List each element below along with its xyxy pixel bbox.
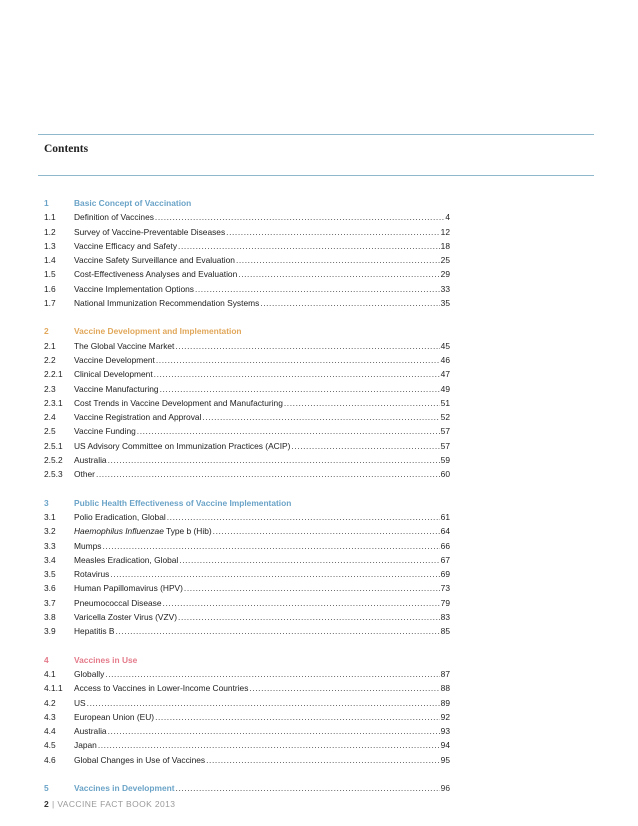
toc-entry[interactable] — [44, 581, 450, 595]
entry-number: 1.2 — [44, 226, 56, 237]
entry-page: 96 — [440, 782, 450, 793]
entry-number: 1.4 — [44, 255, 56, 266]
entry-page: 25 — [440, 255, 450, 266]
dot-leader — [206, 753, 440, 767]
section-number: 2 — [44, 326, 49, 337]
entry-number: 2.4 — [44, 412, 56, 423]
entry-page: 4 — [445, 212, 450, 223]
entry-page: 52 — [440, 412, 450, 423]
entry-page: 12 — [440, 226, 450, 237]
toc-entry[interactable] — [44, 253, 450, 267]
entry-number: 4.3 — [44, 711, 56, 722]
entry-number: 3.4 — [44, 554, 56, 565]
toc-entry[interactable] — [44, 353, 450, 367]
toc-section-heading[interactable] — [44, 781, 450, 795]
entry-page: 67 — [440, 554, 450, 565]
dot-leader — [102, 539, 439, 553]
entry-number: 4.4 — [44, 726, 56, 737]
toc-entry[interactable] — [44, 367, 450, 381]
entry-number: 3.1 — [44, 511, 56, 522]
entry-label: Globally — [74, 668, 105, 679]
dot-leader — [238, 267, 439, 281]
entry-label: Polio Eradication, Global — [74, 511, 166, 522]
dot-leader — [155, 710, 440, 724]
toc-section-heading[interactable] — [44, 496, 450, 510]
entry-number: 3.6 — [44, 583, 56, 594]
dot-leader — [105, 667, 439, 681]
entry-label: Vaccine Development — [74, 354, 155, 365]
footer-page-number: 2 — [44, 799, 49, 809]
toc-section-heading[interactable] — [44, 196, 450, 210]
entry-page: 60 — [440, 469, 450, 480]
table-of-contents — [44, 196, 450, 795]
toc-entry[interactable] — [44, 396, 450, 410]
dot-leader — [154, 367, 440, 381]
entry-page: 47 — [440, 369, 450, 380]
entry-page: 83 — [440, 612, 450, 623]
section-number: 1 — [44, 198, 49, 208]
toc-entry[interactable] — [44, 681, 450, 695]
entry-label: US — [74, 697, 86, 708]
dot-leader — [110, 567, 439, 581]
entry-page: 85 — [440, 626, 450, 637]
page-footer — [44, 799, 175, 809]
entry-label: Measles Eradication, Global — [74, 554, 179, 565]
entry-label: Vaccine Manufacturing — [74, 383, 159, 394]
dot-leader — [116, 624, 440, 638]
dot-leader — [176, 781, 440, 795]
entry-page: 89 — [440, 697, 450, 708]
toc-entry[interactable] — [44, 339, 450, 353]
dot-leader — [284, 396, 440, 410]
toc-entry[interactable] — [44, 553, 450, 567]
entry-number: 3.5 — [44, 569, 56, 580]
entry-number: 2.5.1 — [44, 440, 63, 451]
toc-entry[interactable] — [44, 610, 450, 624]
dot-leader — [178, 610, 440, 624]
toc-section-2 — [44, 324, 450, 481]
toc-entry[interactable] — [44, 296, 450, 310]
toc-entry[interactable] — [44, 239, 450, 253]
toc-entry[interactable] — [44, 596, 450, 610]
entry-label: Definition of Vaccines — [74, 212, 154, 223]
entry-page: 45 — [440, 340, 450, 351]
toc-section-5 — [44, 781, 450, 795]
entry-label: European Union (EU) — [74, 711, 155, 722]
entry-number: 2.3.1 — [44, 397, 63, 408]
section-number: 3 — [44, 497, 49, 508]
entry-page: 59 — [440, 455, 450, 466]
entry-number: 4.1.1 — [44, 683, 63, 694]
entry-number: 4.5 — [44, 740, 56, 751]
entry-page: 92 — [440, 711, 450, 722]
dot-leader — [108, 724, 440, 738]
entry-label: Global Changes in Use of Vaccines — [74, 754, 206, 765]
section-title: Vaccines in Use — [74, 654, 138, 665]
entry-label: Human Papillomavirus (HPV) — [74, 583, 183, 594]
toc-section-1 — [44, 196, 450, 310]
entry-number: 3.2 — [44, 526, 56, 537]
entry-label: Varicella Zoster Virus (VZV) — [74, 612, 178, 623]
toc-entry[interactable] — [44, 467, 450, 481]
entry-number: 2.5 — [44, 426, 56, 437]
dot-leader — [249, 681, 439, 695]
section-title: Basic Concept of Vaccination — [74, 198, 192, 208]
toc-section-heading[interactable] — [44, 653, 450, 667]
toc-entry[interactable] — [44, 382, 450, 396]
entry-label: Japan — [74, 740, 97, 751]
toc-entry[interactable] — [44, 667, 450, 681]
entry-label: Cost-Effectiveness Analyses and Evaluation — [74, 269, 238, 280]
entry-page: 73 — [440, 583, 450, 594]
entry-label: Vaccine Implementation Options — [74, 283, 194, 294]
entry-label — [74, 524, 212, 538]
entry-number: 2.5.2 — [44, 455, 63, 466]
toc-entry[interactable] — [44, 753, 450, 767]
toc-entry[interactable] — [44, 210, 450, 224]
entry-number: 1.5 — [44, 269, 56, 280]
dot-leader — [156, 353, 440, 367]
entry-page: 93 — [440, 726, 450, 737]
entry-label: Australia — [74, 726, 107, 737]
entry-number: 4.1 — [44, 668, 56, 679]
entry-label: Australia — [74, 455, 107, 466]
entry-label: Cost Trends in Vaccine Development and Manufacturing — [74, 397, 283, 408]
toc-entry[interactable] — [44, 624, 450, 638]
entry-label: The Global Vaccine Market — [74, 340, 175, 351]
entry-number: 2.2 — [44, 354, 56, 365]
entry-number: 2.1 — [44, 340, 56, 351]
entry-number: 3.3 — [44, 540, 56, 551]
entry-page: 79 — [440, 597, 450, 608]
entry-page: 66 — [440, 540, 450, 551]
entry-label: Mumps — [74, 540, 102, 551]
entry-page: 94 — [440, 740, 450, 751]
dot-leader — [160, 382, 440, 396]
bottom-divider — [38, 175, 594, 176]
toc-entry[interactable] — [44, 439, 450, 453]
entry-label: Hepatitis B — [74, 626, 115, 637]
entry-number: 1.7 — [44, 298, 56, 309]
entry-number: 2.5.3 — [44, 469, 63, 480]
entry-page: 18 — [440, 240, 450, 251]
entry-page: 57 — [440, 426, 450, 437]
entry-label-rest: Type b (Hib) — [163, 526, 212, 537]
dot-leader — [184, 581, 440, 595]
entry-label: Vaccine Funding — [74, 426, 136, 437]
toc-entry[interactable] — [44, 724, 450, 738]
toc-entry[interactable] — [44, 424, 450, 438]
entry-page: 46 — [440, 354, 450, 365]
toc-section-3 — [44, 496, 450, 639]
section-title: Vaccines in Development — [74, 782, 175, 793]
toc-entry[interactable] — [44, 710, 450, 724]
entry-label: Vaccine Efficacy and Safety — [74, 240, 178, 251]
entry-label: Clinical Development — [74, 369, 153, 380]
dot-leader — [226, 225, 440, 239]
dot-leader — [236, 253, 440, 267]
entry-number: 3.8 — [44, 612, 56, 623]
dot-leader — [96, 467, 440, 481]
entry-number: 1.6 — [44, 283, 56, 294]
entry-number: 2.2.1 — [44, 369, 63, 380]
entry-page: 87 — [440, 668, 450, 679]
dot-leader — [291, 439, 439, 453]
toc-entry[interactable] — [44, 282, 450, 296]
entry-page: 35 — [440, 298, 450, 309]
dot-leader — [167, 510, 440, 524]
entry-label: Vaccine Safety Surveillance and Evaluation — [74, 255, 235, 266]
entry-page: 57 — [440, 440, 450, 451]
entry-page: 95 — [440, 754, 450, 765]
entry-page: 69 — [440, 569, 450, 580]
entry-page: 49 — [440, 383, 450, 394]
toc-entry[interactable] — [44, 453, 450, 467]
footer-publication: VACCINE FACT BOOK 2013 — [57, 799, 176, 809]
entry-page: 61 — [440, 511, 450, 522]
toc-entry[interactable] — [44, 267, 450, 281]
toc-entry[interactable] — [44, 524, 450, 538]
toc-section-heading[interactable] — [44, 324, 450, 338]
entry-label-italic: Haemophilus Influenzae — [74, 526, 164, 537]
dot-leader — [137, 424, 440, 438]
entry-number: 4.6 — [44, 754, 56, 765]
section-title: Vaccine Development and Implementation — [74, 326, 242, 337]
section-number: 4 — [44, 654, 49, 665]
top-divider — [38, 134, 594, 135]
entry-label: Survey of Vaccine-Preventable Diseases — [74, 226, 226, 237]
toc-entry[interactable] — [44, 410, 450, 424]
entry-label: Rotavirus — [74, 569, 110, 580]
dot-leader — [213, 524, 440, 538]
dot-leader — [87, 696, 440, 710]
page-title: Contents — [44, 143, 89, 155]
entry-number: 4.2 — [44, 697, 56, 708]
dot-leader — [202, 410, 439, 424]
toc-entry[interactable] — [44, 539, 450, 553]
dot-leader — [163, 596, 440, 610]
toc-entry[interactable] — [44, 510, 450, 524]
entry-number: 1.1 — [44, 212, 56, 223]
dot-leader — [108, 453, 440, 467]
toc-entry[interactable] — [44, 567, 450, 581]
entry-label: Other — [74, 469, 95, 480]
entry-number: 3.7 — [44, 597, 56, 608]
dot-leader — [195, 282, 440, 296]
dot-leader — [179, 553, 439, 567]
entry-number: 3.9 — [44, 626, 56, 637]
section-number: 5 — [44, 782, 49, 793]
entry-page: 88 — [440, 683, 450, 694]
dot-leader — [175, 339, 439, 353]
entry-page: 64 — [440, 526, 450, 537]
entry-page: 33 — [440, 283, 450, 294]
entry-label: Access to Vaccines in Lower-Income Countries — [74, 683, 249, 694]
entry-label: Pneumococcal Disease — [74, 597, 162, 608]
dot-leader — [98, 738, 440, 752]
dot-leader — [260, 296, 439, 310]
entry-label: Vaccine Registration and Approval — [74, 412, 202, 423]
dot-leader — [178, 239, 440, 253]
entry-label: US Advisory Committee on Immunization Practices (ACIP) — [74, 440, 291, 451]
toc-entry[interactable] — [44, 738, 450, 752]
entry-label: National Immunization Recommendation Systems — [74, 298, 260, 309]
toc-entry[interactable] — [44, 225, 450, 239]
toc-section-4 — [44, 653, 450, 767]
entry-number: 1.3 — [44, 240, 56, 251]
dot-leader — [155, 210, 444, 224]
section-title: Public Health Effectiveness of Vaccine Implementation — [74, 497, 292, 508]
entry-page: 51 — [440, 397, 450, 408]
entry-number: 2.3 — [44, 383, 56, 394]
footer-separator: | — [51, 799, 55, 809]
entry-page: 29 — [440, 269, 450, 280]
toc-entry[interactable] — [44, 696, 450, 710]
